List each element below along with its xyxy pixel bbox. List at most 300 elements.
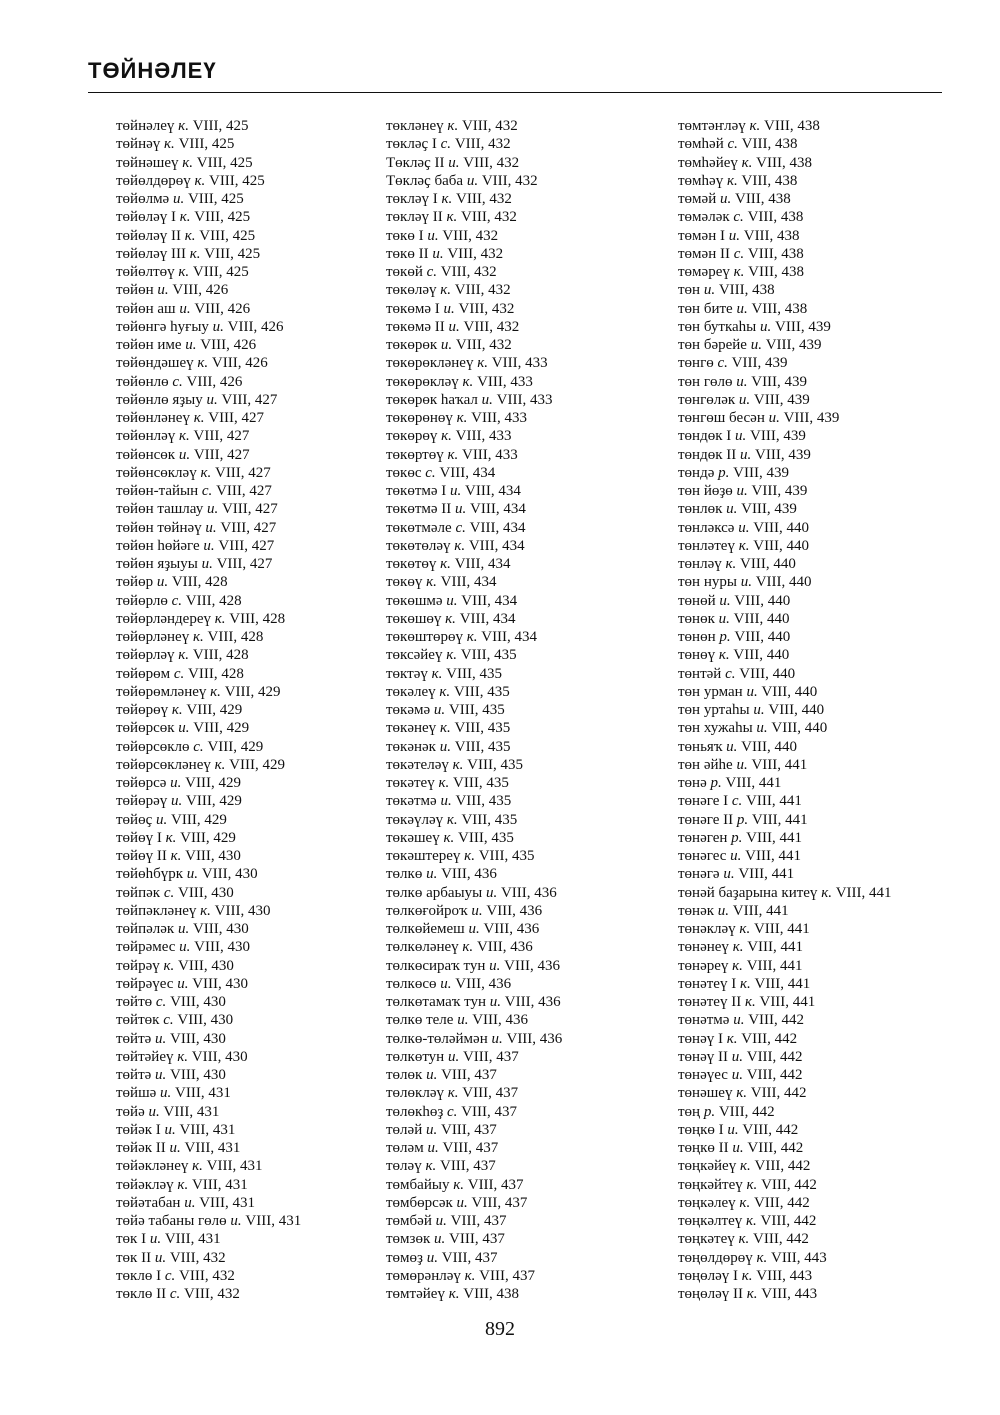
entry-part-of-speech: к. [214, 756, 226, 773]
entry-reference: VIII, 425 [196, 154, 253, 171]
entry-headword: төкләнеү [386, 118, 444, 134]
index-entry [678, 519, 968, 537]
entry-reference: VIII, 441 [738, 866, 795, 883]
entry-reference: VIII, 440 [740, 556, 796, 572]
entry-headword: төйөрсә [116, 775, 167, 791]
entry-reference: VIII, 426 [200, 337, 257, 353]
entry-headword: төкө II [386, 245, 429, 262]
entry-part-of-speech: и. [728, 227, 740, 244]
entry-headword: төйөнлө яҙыу [116, 391, 203, 408]
entry-headword: төйөү II [116, 848, 167, 864]
index-entry [116, 610, 406, 628]
entry-part-of-speech: и. [426, 866, 438, 883]
entry-headword: төнәге II [678, 811, 734, 828]
entry-part-of-speech: к. [739, 1194, 751, 1211]
entry-part-of-speech: и. [427, 227, 439, 244]
entry-part-of-speech: и. [736, 373, 748, 390]
entry-part-of-speech: к. [446, 811, 458, 828]
entry-part-of-speech: к. [453, 1176, 464, 1193]
entry-reference: VIII, 438 [747, 245, 804, 262]
entry-reference: VIII, 441 [753, 921, 810, 937]
entry-part-of-speech: и. [731, 1067, 743, 1083]
entry-reference: VIII, 440 [761, 683, 818, 700]
entry-reference: VIII, 435 [460, 647, 517, 664]
index-entry [116, 938, 406, 956]
entry-reference: VIII, 439 [751, 373, 808, 390]
entry-reference: VIII, 429 [180, 829, 236, 846]
entry-headword: төйөн име [116, 337, 182, 353]
entry-reference: VIII, 434 [439, 464, 496, 481]
entry-reference: VIII, 436 [500, 884, 557, 901]
entry-headword: төнәүес [678, 1067, 728, 1083]
entry-headword: төн урман [678, 683, 743, 700]
entry-headword: төкөрөкләнеү [386, 355, 474, 372]
entry-reference: VIII, 442 [753, 1194, 810, 1211]
entry-headword: төйтә [116, 1067, 152, 1083]
entry-headword: төкөмә II [386, 318, 445, 335]
entry-headword: төйөн [116, 282, 154, 299]
entry-headword: төкәшеү [386, 829, 440, 846]
entry-headword: төлкөләнеү [386, 939, 459, 956]
entry-part-of-speech: и. [157, 282, 169, 299]
index-entry [116, 628, 406, 646]
entry-part-of-speech: и. [468, 921, 480, 937]
entry-headword: төйнәү [116, 136, 161, 153]
entry-headword: төйә [116, 1103, 145, 1120]
index-entry [386, 811, 686, 829]
entry-reference: VIII, 428 [171, 574, 228, 591]
index-entry [116, 190, 406, 208]
index-entry [678, 427, 968, 445]
entry-headword: төкөштөрөү [386, 629, 463, 645]
index-entry [678, 537, 968, 555]
index-entry [386, 391, 686, 409]
entry-reference: VIII, 436 [504, 957, 560, 974]
entry-headword: төйрәү [116, 957, 160, 974]
index-entry [386, 938, 686, 956]
entry-reference: VIII, 441 [754, 975, 811, 992]
entry-part-of-speech: и. [485, 884, 498, 901]
index-entry [116, 318, 406, 336]
entry-reference: VIII, 441 [835, 884, 892, 901]
entry-part-of-speech: с. [201, 483, 213, 499]
index-entry [116, 975, 406, 993]
index-entry [116, 665, 406, 683]
entry-reference: VIII, 425 [208, 172, 265, 189]
entry-part-of-speech: с. [171, 592, 183, 609]
entry-headword: төнәгес [678, 848, 727, 864]
index-entry [386, 117, 686, 135]
entry-part-of-speech: и. [736, 756, 748, 773]
entry-headword: төйәк II [116, 1140, 166, 1156]
entry-part-of-speech: к. [440, 282, 452, 299]
column-1 [116, 117, 406, 1303]
entry-headword: төйрәүес [116, 975, 174, 992]
entry-reference: VIII, 430 [178, 957, 234, 974]
entry-headword: төнәге I [678, 793, 729, 810]
index-entry [116, 354, 406, 372]
entry-headword: төкләү I [386, 191, 438, 207]
entry-reference: VIII, 438 [463, 1286, 520, 1302]
entry-headword: төкө I [386, 227, 424, 244]
entry-part-of-speech: к. [165, 829, 177, 846]
index-entry [386, 993, 686, 1011]
index-entry [386, 190, 686, 208]
index-entry [678, 373, 968, 391]
index-entry [678, 829, 968, 847]
entry-part-of-speech: к. [178, 264, 190, 280]
index-entry [386, 719, 686, 737]
entry-reference: VIII, 442 [760, 1213, 817, 1229]
index-entry [116, 957, 406, 975]
index-entry [386, 920, 686, 938]
entry-part-of-speech: и. [733, 1012, 745, 1029]
entry-part-of-speech: с. [727, 136, 738, 153]
entry-part-of-speech: р. [718, 464, 730, 481]
entry-part-of-speech: и. [446, 592, 458, 609]
entry-reference: VIII, 433 [455, 428, 512, 445]
entry-headword: төмбайыу [386, 1176, 450, 1193]
entry-reference: VIII, 435 [453, 683, 510, 700]
entry-part-of-speech: и. [756, 720, 768, 737]
entry-headword: төлкөғойроҡ [386, 902, 468, 919]
index-entry [386, 975, 686, 993]
entry-part-of-speech: и. [426, 1249, 438, 1266]
index-entry [678, 281, 968, 299]
entry-part-of-speech: к. [197, 355, 209, 372]
index-entry [678, 1176, 968, 1194]
index-entry [116, 519, 406, 537]
entry-reference: VIII, 435 [453, 775, 509, 791]
entry-headword: төнәй баҙарына китеү [678, 884, 818, 901]
index-entry [386, 665, 686, 683]
entry-part-of-speech: и. [185, 337, 197, 353]
entry-reference: VIII, 435 [467, 756, 523, 773]
entry-reference: VIII, 431 [245, 1213, 302, 1229]
entry-reference: VIII, 437 [462, 1085, 519, 1102]
index-entry [678, 336, 968, 354]
entry-reference: VIII, 435 [454, 720, 511, 737]
entry-part-of-speech: и. [426, 1067, 438, 1083]
entry-part-of-speech: к. [439, 683, 451, 700]
entry-part-of-speech: р. [710, 775, 722, 791]
entry-part-of-speech: р. [731, 829, 743, 846]
entry-part-of-speech: и. [719, 592, 731, 609]
entry-headword: төйөрлө [116, 592, 168, 609]
index-entry [386, 829, 686, 847]
entry-reference: VIII, 440 [741, 738, 797, 755]
entry-part-of-speech: к. [184, 227, 196, 244]
column-3 [678, 117, 968, 1303]
entry-reference: VIII, 426 [172, 282, 229, 299]
entry-headword: төн әйһе [678, 756, 733, 773]
entry-reference: VIII, 438 [718, 282, 775, 299]
index-entry [386, 1249, 686, 1267]
entry-headword: төкәлеү [386, 683, 436, 700]
entry-reference: VIII, 437 [441, 1067, 497, 1083]
entry-headword: төкөтмәле [386, 519, 452, 536]
entry-reference: VIII, 430 [170, 1030, 226, 1047]
entry-headword: төйөрөү [116, 702, 169, 718]
entry-reference: VIII, 433 [477, 373, 533, 390]
index-entry [678, 1139, 968, 1157]
entry-headword: төкөрөк [386, 337, 438, 353]
index-entry [678, 683, 968, 701]
entry-reference: VIII, 435 [458, 829, 514, 846]
index-entry [386, 902, 686, 920]
entry-reference: VIII, 428 [207, 629, 264, 645]
index-entry [386, 1285, 686, 1303]
index-entry [678, 172, 968, 190]
entry-part-of-speech: и. [717, 902, 730, 919]
entry-headword: төн бәрейе [678, 337, 747, 353]
index-entry [116, 1212, 406, 1230]
entry-headword: төньяҡ [678, 738, 723, 755]
entry-reference: VIII, 427 [218, 537, 275, 554]
entry-part-of-speech: и. [732, 1140, 744, 1156]
entry-part-of-speech: к. [189, 245, 201, 262]
entry-headword: төйөнсөк [116, 446, 176, 463]
index-entry [116, 774, 406, 792]
entry-reference: VIII, 427 [220, 519, 277, 536]
entry-reference: VIII, 432 [455, 337, 512, 353]
entry-part-of-speech: к. [462, 373, 474, 390]
entry-part-of-speech: и. [726, 501, 738, 518]
entry-headword: төн буткаһы [678, 318, 757, 335]
entry-part-of-speech: и. [740, 446, 752, 463]
entry-part-of-speech: к. [177, 1048, 189, 1065]
entry-part-of-speech: и. [186, 866, 199, 883]
entry-reference: VIII, 430 [170, 994, 226, 1010]
entry-headword: төмән II [678, 245, 730, 262]
entry-reference: VIII, 429 [185, 775, 241, 791]
index-entry [678, 756, 968, 774]
index-entry [678, 920, 968, 938]
entry-part-of-speech: и. [440, 975, 452, 992]
entry-headword: төмөҙ [386, 1249, 423, 1266]
entry-part-of-speech: и. [455, 501, 467, 518]
index-entry [386, 628, 686, 646]
entry-part-of-speech: и. [735, 428, 747, 445]
entry-part-of-speech: и. [740, 574, 752, 591]
entry-part-of-speech: и. [457, 1012, 469, 1029]
entry-part-of-speech: и. [489, 957, 501, 974]
entry-part-of-speech: с. [172, 373, 183, 390]
entry-part-of-speech: и. [156, 574, 169, 591]
entry-reference: VIII, 439 [755, 446, 811, 463]
entry-reference: VIII, 433 [461, 446, 518, 463]
entry-part-of-speech: и. [164, 1121, 176, 1138]
entry-part-of-speech: к. [745, 1213, 757, 1229]
entry-reference: VIII, 430 [185, 848, 241, 864]
index-entry [386, 1048, 686, 1066]
entry-reference: VIII, 432 [454, 282, 511, 299]
index-entry [386, 281, 686, 299]
entry-reference: VIII, 433 [471, 410, 527, 426]
entry-part-of-speech: к. [739, 975, 751, 992]
entry-headword: төнәгә [678, 866, 720, 883]
index-entry [116, 446, 406, 464]
entry-reference: VIII, 434 [459, 610, 516, 627]
index-entry [678, 500, 968, 518]
entry-headword: төкөшмә [386, 592, 443, 609]
entry-part-of-speech: к. [738, 537, 750, 554]
entry-reference: VIII, 440 [753, 519, 810, 536]
entry-headword: төңкө II [678, 1140, 729, 1156]
entry-part-of-speech: и. [212, 318, 224, 335]
entry-headword: төйә табаны гөлө [116, 1213, 227, 1229]
entry-headword: төйөлтөү [116, 264, 175, 280]
entry-reference: VIII, 436 [483, 921, 540, 937]
entry-reference: VIII, 435 [448, 702, 505, 718]
entry-reference: VIII, 442 [761, 1176, 817, 1193]
entry-reference: VIII, 425 [192, 264, 249, 280]
entry-part-of-speech: и. [155, 1067, 167, 1083]
index-entry [116, 1249, 406, 1267]
entry-part-of-speech: и. [205, 519, 217, 536]
entry-reference: VIII, 425 [187, 191, 244, 207]
entry-reference: VIII, 439 [733, 464, 789, 481]
index-entry [116, 555, 406, 573]
entry-part-of-speech: и. [433, 702, 446, 718]
entry-part-of-speech: и. [154, 1249, 167, 1266]
index-entry [116, 1011, 406, 1029]
entry-reference: VIII, 443 [756, 1267, 813, 1284]
entry-headword: төлөкһөҙ [386, 1103, 444, 1120]
entry-headword: төләй [386, 1121, 423, 1138]
entry-headword: төйөләү III [116, 245, 186, 262]
entry-headword: төкөрөкләү [386, 373, 459, 390]
entry-headword: төнәү I [678, 1030, 723, 1047]
index-entry [386, 263, 686, 281]
index-entry [386, 519, 686, 537]
entry-headword: төйөрләү [116, 647, 175, 664]
entry-reference: VIII, 437 [449, 1231, 505, 1248]
index-entry [678, 1194, 968, 1212]
entry-reference: VIII, 429 [224, 683, 281, 700]
entry-reference: VIII, 438 [734, 191, 791, 207]
entry-part-of-speech: и. [448, 154, 460, 171]
entry-reference: VIII, 429 [193, 720, 250, 737]
entry-reference: VIII, 428 [185, 592, 242, 609]
entry-headword: төкөй [386, 264, 423, 280]
index-entry [386, 427, 686, 445]
index-entry [678, 774, 968, 792]
index-entry [116, 1121, 406, 1139]
entry-headword: төкәмә [386, 702, 431, 718]
entry-part-of-speech: к. [736, 1085, 747, 1102]
index-entry [678, 1230, 968, 1248]
index-entry [678, 135, 968, 153]
entry-headword: төлөкләү [386, 1085, 444, 1102]
index-entry [386, 354, 686, 372]
entry-reference: VIII, 438 [743, 227, 800, 244]
entry-part-of-speech: р. [736, 811, 749, 828]
index-entry [678, 354, 968, 372]
index-entry [386, 1030, 686, 1048]
entry-part-of-speech: к. [425, 1158, 437, 1175]
entry-reference: VIII, 443 [761, 1286, 818, 1302]
entry-part-of-speech: с. [173, 665, 185, 682]
entry-part-of-speech: к. [179, 209, 191, 226]
index-entry [678, 902, 968, 920]
entry-part-of-speech: к. [456, 410, 468, 426]
entry-reference: VIII, 430 [192, 975, 249, 992]
entry-reference: VIII, 440 [734, 629, 791, 645]
entry-reference: VIII, 440 [755, 574, 812, 591]
entry-reference: VIII, 426 [211, 355, 268, 372]
index-entry [678, 592, 968, 610]
entry-reference: VIII, 432 [461, 118, 518, 134]
entry-headword: төлкө-төләймән [386, 1030, 488, 1047]
index-entry [116, 993, 406, 1011]
entry-headword: төйөр [116, 574, 154, 591]
entry-reference: VIII, 429 [171, 811, 227, 828]
index-entry [116, 263, 406, 281]
entry-headword: төйтө [116, 994, 153, 1010]
index-entry [116, 865, 406, 883]
index-entry [678, 1267, 968, 1285]
entry-part-of-speech: и. [456, 1194, 468, 1211]
index-entry [386, 154, 686, 172]
page-number: 892 [485, 1318, 515, 1340]
index-entry [116, 1285, 406, 1303]
entry-part-of-speech: и. [171, 793, 183, 810]
index-entry [678, 847, 968, 865]
index-entry [116, 792, 406, 810]
entry-part-of-speech: к. [462, 939, 474, 956]
index-entry [116, 245, 406, 263]
entry-part-of-speech: к. [210, 683, 221, 700]
index-entry [678, 957, 968, 975]
index-entry [386, 957, 686, 975]
entry-part-of-speech: и. [178, 720, 190, 737]
index-entry [116, 1030, 406, 1048]
entry-headword: Төкләҫ баба [386, 172, 464, 189]
entry-headword: төмтәйеү [386, 1286, 445, 1302]
entry-part-of-speech: к. [739, 921, 751, 937]
entry-part-of-speech: к. [192, 629, 204, 645]
entry-part-of-speech: и. [170, 775, 182, 791]
index-entry [386, 555, 686, 573]
entry-reference: VIII, 432 [169, 1249, 226, 1266]
index-entry [116, 573, 406, 591]
index-entry [678, 738, 968, 756]
entry-part-of-speech: к. [177, 1176, 189, 1193]
index-entry [386, 227, 686, 245]
entry-reference: VIII, 430 [170, 1067, 226, 1083]
index-entry [678, 665, 968, 683]
entry-part-of-speech: к. [170, 848, 182, 864]
index-entry [678, 482, 968, 500]
entry-reference: VIII, 432 [463, 318, 520, 335]
entry-headword: төн йөҙө [678, 483, 733, 499]
entry-headword: төйөрсөк [116, 720, 175, 737]
index-entry [386, 172, 686, 190]
entry-headword: төйрәмес [116, 939, 176, 956]
entry-headword: төн уртаһы [678, 702, 750, 718]
entry-part-of-speech: и. [760, 318, 772, 335]
entry-part-of-speech: к. [466, 629, 478, 645]
entry-headword: төк I [116, 1231, 147, 1248]
entry-headword: төндөк II [678, 446, 737, 463]
entry-part-of-speech: к. [214, 610, 226, 627]
entry-headword: төңкө I [678, 1121, 724, 1138]
entry-part-of-speech: к. [464, 1267, 476, 1284]
index-entry [386, 336, 686, 354]
entry-reference: VIII, 441 [746, 829, 802, 846]
entry-reference: VIII, 432 [454, 136, 511, 153]
